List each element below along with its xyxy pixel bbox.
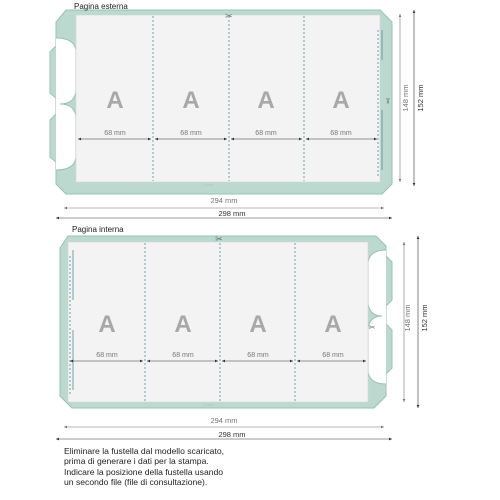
tiny-mark: 2 mm bbox=[203, 182, 213, 187]
tiny-mark: 2 mm bbox=[203, 402, 213, 407]
trim-height-label: 148 mm bbox=[401, 84, 410, 112]
panel-width-label: 68 mm bbox=[247, 352, 269, 359]
panel-width-label: 68 mm bbox=[96, 352, 118, 359]
trim-width-label: 294 mm bbox=[210, 416, 238, 425]
inner-page bbox=[56, 225, 429, 439]
panel-width-label: 68 mm bbox=[255, 130, 277, 137]
note-line: un secondo file (file di consultazione). bbox=[64, 477, 208, 488]
panel-width-label: 68 mm bbox=[172, 352, 194, 359]
total-width-label: 298 mm bbox=[218, 430, 246, 439]
panel-letter: A bbox=[257, 87, 275, 114]
total-width-label: 298 mm bbox=[218, 209, 246, 218]
panel-letter: A bbox=[174, 311, 192, 338]
note-line: prima di generare i dati per la stampa. bbox=[64, 456, 209, 467]
panel-letter: A bbox=[249, 311, 267, 338]
scissors-icon: ✂ bbox=[225, 11, 233, 21]
outer-page bbox=[50, 2, 425, 218]
scissors-icon: ✂ bbox=[383, 97, 392, 105]
panel-letter: A bbox=[324, 311, 342, 338]
instruction-note bbox=[64, 446, 304, 488]
trim-width-label: 294 mm bbox=[210, 196, 238, 205]
panel-letter: A bbox=[332, 87, 350, 114]
note-line: Eliminare la fustella dal modello scaricato, bbox=[64, 446, 225, 456]
panel-letter: A bbox=[98, 311, 116, 338]
scissors-icon: ✂ bbox=[368, 323, 376, 332]
total-height-label: 152 mm bbox=[420, 304, 429, 332]
panel-width-label: 68 mm bbox=[322, 352, 344, 359]
panel-letter: A bbox=[106, 87, 124, 114]
total-height-label: 152 mm bbox=[416, 84, 425, 112]
panel-width-label: 68 mm bbox=[330, 130, 352, 137]
panel-letter: A bbox=[182, 87, 200, 114]
panel-width-label: 68 mm bbox=[180, 130, 202, 137]
trim-height-label: 148 mm bbox=[403, 304, 412, 332]
inner-page-title: Pagina interna bbox=[72, 225, 124, 234]
outer-page-title: Pagina esterna bbox=[74, 2, 128, 11]
scissors-icon: ✂ bbox=[215, 234, 223, 244]
note-line: Indicare la posizione della fustella usando bbox=[64, 466, 224, 477]
panel-width-label: 68 mm bbox=[104, 130, 126, 137]
